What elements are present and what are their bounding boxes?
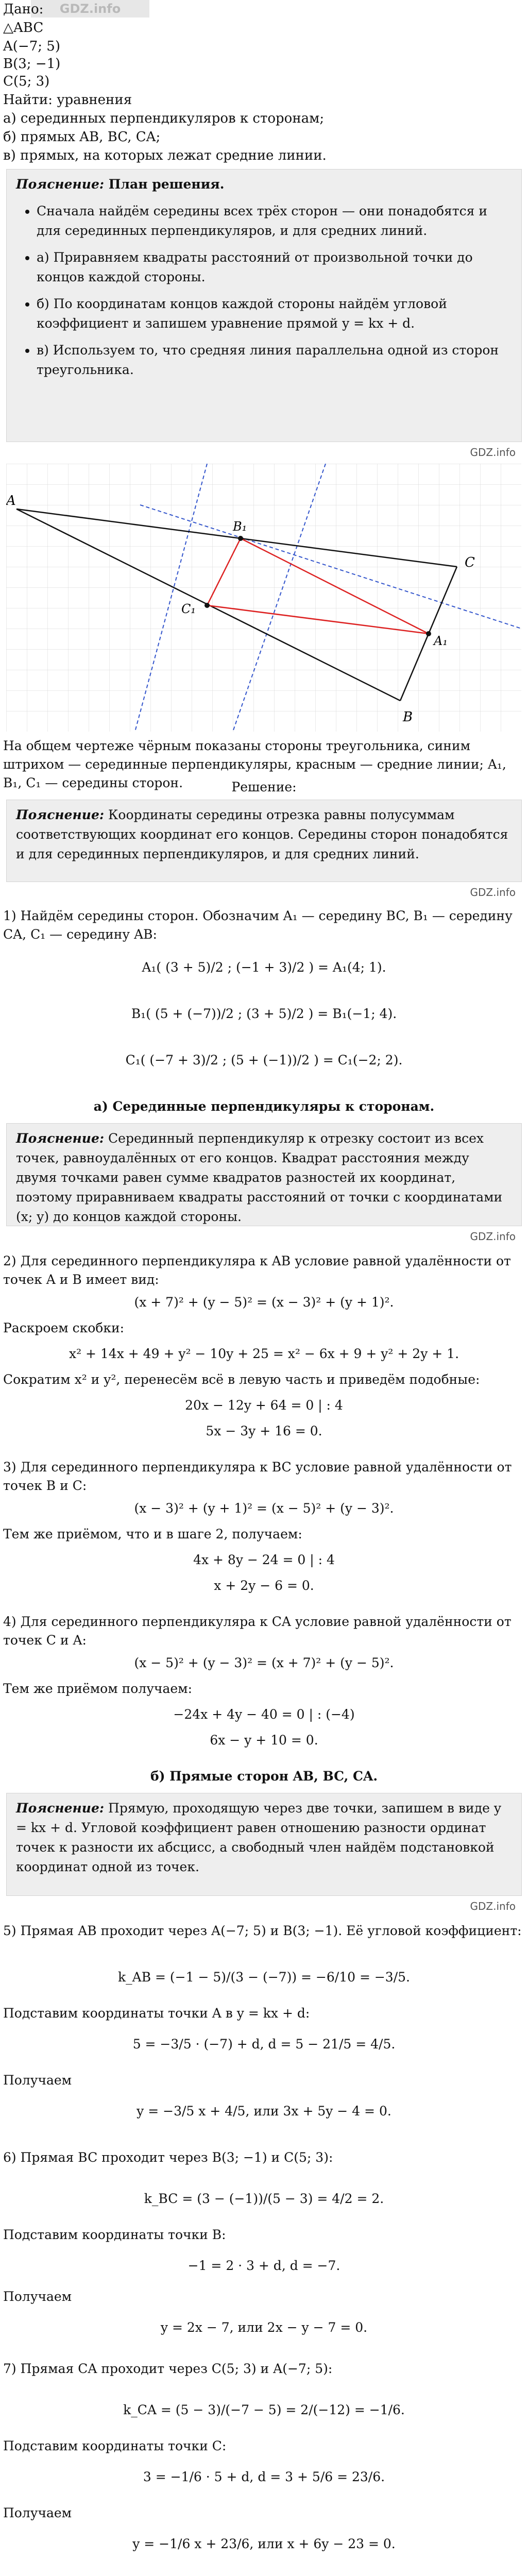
step-2-eq: 20x − 12y + 64 = 0 | : 4 (185, 1398, 343, 1413)
step-6-text: 6) Прямая BC проходит через B(3; −1) и C(5; 3): (3, 2150, 333, 2165)
point-c: C(5; 3) (3, 74, 50, 89)
step-2-eq: (x + 7)² + (y − 5)² = (x − 3)² + (y + 1)². (134, 1295, 394, 1310)
note-text: Прямую, проходящую через две точки, запишем в виде y = kx + d. Угловой коэффициент равен отношению разности ординат точек к разности их абсцисс, а свободный член найдём подстановкой координат одной из точек. (16, 1801, 501, 1874)
task-a: а) серединных перпендикуляров к сторонам; (3, 111, 325, 126)
step-7-eq: 3 = −1/6 · 5 + d, d = 3 + 5/6 = 23/6. (143, 2469, 385, 2484)
label-b: B (403, 709, 413, 725)
figure-caption: На общем чертеже чёрным показаны стороны треугольника, синим штрихом — серединные перпендикуляры, красным — средние линии; A₁, B₁, C₁ — середины сторон. (3, 738, 506, 790)
site-logo: GDZ.info (31, 0, 149, 18)
step-7-note: Получаем (3, 2505, 72, 2520)
step-2-result: 5x − 3y + 16 = 0. (206, 1423, 322, 1438)
point-a1 (426, 631, 431, 636)
watermark: GDZ.info (470, 1900, 516, 1912)
plan-list (16, 201, 512, 380)
step-6-result: y = 2x − 7, или 2x − y − 7 = 0. (160, 2320, 368, 2335)
step-4-eq: (x − 5)² + (y − 3)² = (x + 7)² + (y − 5)². (134, 1655, 394, 1670)
given-label: Дано: (3, 2, 44, 17)
step-3-text: 3) Для серединного перпендикуляра к BC условие равной удалённости от точек B и C: (3, 1460, 512, 1493)
step-5-result: y = −3/5 x + 4/5, или 3x + 5y − 4 = 0. (137, 2104, 391, 2119)
note-lines (6, 1793, 522, 1896)
plan-item: • а) Приравняем квадраты расстояний от произвольной точки до концов каждой стороны. (37, 248, 512, 287)
step-2-eq: x² + 14x + 49 + y² − 10y + 25 = x² − 6x + 9 + y² + 2y + 1. (69, 1346, 459, 1361)
label-c1: C₁ (181, 602, 196, 616)
note-midpoints (6, 800, 522, 882)
step-2-note: Сократим x² и y², перенесём всё в левую часть и приведём подобные: (3, 1372, 480, 1387)
step-5-note: Подставим координаты точки A в y = kx + d: (3, 2006, 310, 2021)
note-title: Пояснение: (16, 1131, 105, 1146)
step-5-note: Получаем (3, 2073, 72, 2088)
step-3-note: Тем же приёмом, что и в шаге 2, получаем: (3, 1527, 302, 1541)
note-text: Серединный перпендикуляр к отрезку состоит из всех точек, равноудалённых от его концов. Квадрат расстояния между двумя точками равен сумме квадратов разностей их координат, поэтому приравниваем квадраты расстояний от точки с координатами (x; y) до концов каждой стороны. (16, 1131, 503, 1224)
triangle-figure (6, 464, 521, 732)
note-perpendiculars (6, 1123, 522, 1226)
label-c: C (465, 555, 475, 570)
solution-label: Решение: (231, 779, 297, 794)
section-b: б) Прямые сторон AB, BC, CA. (150, 1769, 378, 1784)
triangle-name: △ABC (3, 20, 44, 36)
find-label: Найти: уравнения (3, 92, 132, 108)
watermark: GDZ.info (470, 1230, 516, 1243)
point-b1 (238, 536, 243, 541)
step-7-note: Подставим координаты точки C: (3, 2438, 227, 2453)
step-6-note: Подставим координаты точки B: (3, 2227, 226, 2242)
plan-title: Пояснение: (16, 177, 105, 192)
step-5-text: 5) Прямая AB проходит через A(−7; 5) и B(3; −1). Её угловой коэффициент: (3, 1923, 522, 1938)
label-b1: B₁ (233, 519, 247, 534)
step-4-result: 6x − y + 10 = 0. (210, 1733, 318, 1748)
midpoint-b1: B₁( (5 + (−7))/2 ; (3 + 5)/2 ) = B₁(−1; 4). (131, 1006, 397, 1021)
step-6-eq: −1 = 2 · 3 + d, d = −7. (188, 2258, 340, 2273)
step-2-text: 2) Для серединного перпендикуляра к AB условие равной удалённости от точек A и B имеет вид: (3, 1253, 511, 1287)
midpoint-a1: A₁( (3 + 5)/2 ; (−1 + 3)/2 ) = A₁(4; 1). (142, 960, 386, 975)
step-1: 1) Найдём середины сторон. Обозначим A₁ — середину BC, B₁ — середину CA, C₁ — середину AB: (3, 908, 513, 942)
step-2-note: Раскроем скобки: (3, 1320, 125, 1335)
task-b: б) прямых AB, BC, CA; (3, 129, 161, 145)
step-3-result: x + 2y − 6 = 0. (214, 1578, 314, 1593)
watermark: GDZ.info (470, 446, 516, 459)
label-a1: A₁ (434, 634, 448, 648)
step-7-eq: k_CA = (5 − 3)/(−7 − 5) = 2/(−12) = −1/6. (123, 2402, 405, 2417)
step-4-note: Тем же приёмом получаем: (3, 1681, 193, 1696)
midpoint-c1: C₁( (−7 + 3)/2 ; (5 + (−1))/2 ) = C₁(−2; 2). (125, 1053, 403, 1067)
label-a: A (6, 493, 16, 509)
note-title: Пояснение: (16, 807, 105, 822)
section-a: а) Серединные перпендикуляры к сторонам. (93, 1099, 435, 1114)
step-6-eq: k_BC = (3 − (−1))/(5 − 3) = 4/2 = 2. (144, 2191, 384, 2206)
plan-item: • Сначала найдём середины всех трёх сторон — они понадобятся и для серединных перпендикуляров, и для средних линий. (37, 201, 512, 241)
step-3-eq: 4x + 8y − 24 = 0 | : 4 (193, 1552, 335, 1567)
task-c: в) прямых, на которых лежат средние линии. (3, 148, 327, 163)
step-5-eq: k_AB = (−1 − 5)/(3 − (−7)) = −6/10 = −3/5. (118, 1970, 410, 1985)
step-6-note: Получаем (3, 2289, 72, 2304)
point-b: B(3; −1) (3, 56, 61, 72)
point-a: A(−7; 5) (3, 39, 60, 54)
watermark: GDZ.info (470, 886, 516, 899)
plan-box (6, 169, 522, 442)
plan-item: • в) Используем то, что средняя линия параллельна одной из сторон треугольника. (37, 341, 512, 380)
step-3-eq: (x − 3)² + (y + 1)² = (x − 5)² + (y − 3)². (134, 1501, 394, 1516)
step-5-eq: 5 = −3/5 · (−7) + d, d = 5 − 21/5 = 4/5. (132, 2037, 396, 2052)
step-7-result: y = −1/6 x + 23/6, или x + 6y − 23 = 0. (132, 2536, 396, 2551)
note-text: Координаты середины отрезка равны полусуммам соответствующих координат его концов. Середины сторон понадобятся и для серединных перпендикуляров, и для средних линий. (16, 807, 508, 861)
point-c1 (205, 603, 210, 608)
step-4-eq: −24x + 4y − 40 = 0 | : (−4) (173, 1707, 355, 1722)
note-title: Пояснение: (16, 1801, 105, 1816)
plan-item: • б) По координатам концов каждой стороны найдём угловой коэффициент и запишем уравнение прямой y = kx + d. (37, 294, 512, 333)
plan-title-rest: План решения. (104, 177, 225, 192)
step-4-text: 4) Для серединного перпендикуляра к CA условие равной удалённости от точек C и A: (3, 1614, 512, 1648)
step-7-text: 7) Прямая CA проходит через C(5; 3) и A(−7; 5): (3, 2361, 333, 2376)
